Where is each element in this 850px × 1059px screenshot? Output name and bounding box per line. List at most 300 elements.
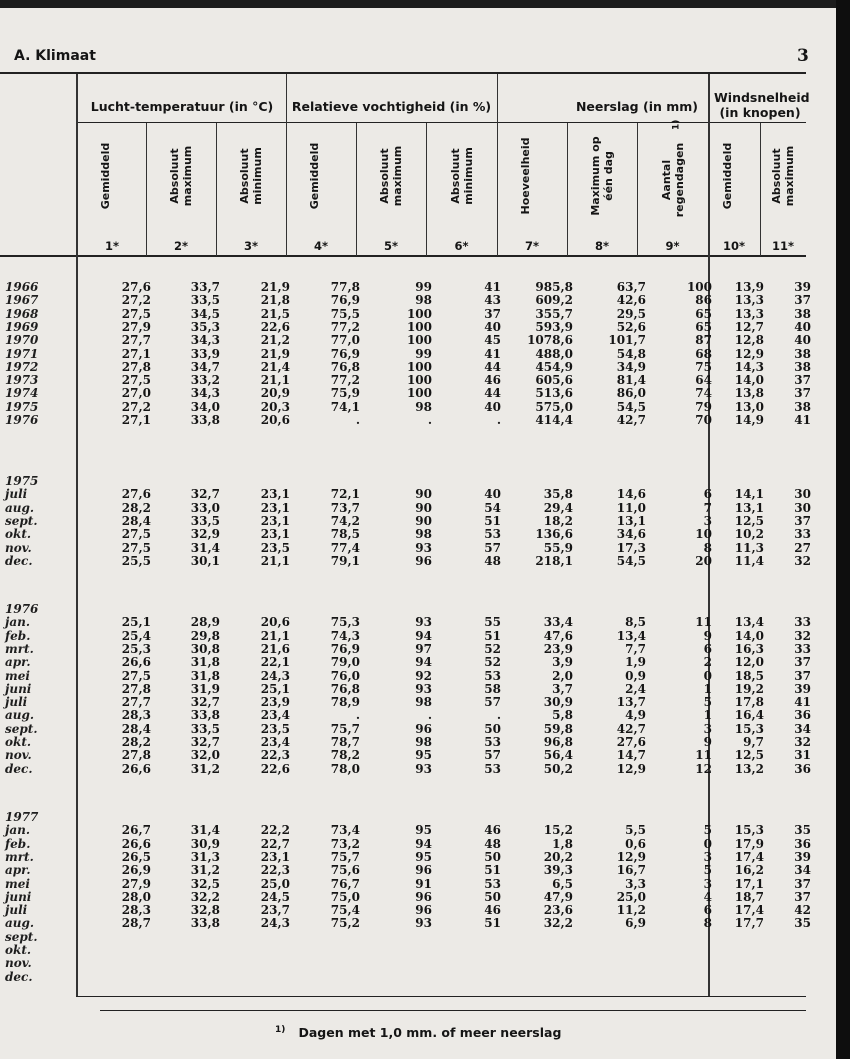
page-number: 3 <box>797 46 809 66</box>
table-cell: 2,0 <box>552 668 573 683</box>
row-label: 1976 <box>5 602 39 616</box>
table-cell: 34,3 <box>190 386 220 401</box>
table-cell: 513,6 <box>535 386 573 401</box>
table-cell: 30 <box>794 487 811 502</box>
table-cell: 26,6 <box>121 836 151 851</box>
table-cell: 93 <box>415 916 432 931</box>
column-divider <box>760 123 761 256</box>
table-cell: 0,9 <box>625 668 646 683</box>
table-cell: 23,1 <box>260 487 290 502</box>
table-cell: 26,6 <box>121 761 151 776</box>
table-cell: 0 <box>703 836 712 851</box>
table-cell: 3 <box>703 849 712 864</box>
table-cell: 52 <box>484 641 501 656</box>
table-cell: 22,6 <box>260 319 290 334</box>
table-cell: 78,5 <box>330 527 360 542</box>
group-header-humidity: Relatieve vochtigheid (in %) <box>291 99 492 114</box>
table-cell: 35 <box>794 823 811 838</box>
table-cell: 24,3 <box>260 916 290 931</box>
table-cell: 28,2 <box>121 735 151 749</box>
table-cell: 50 <box>484 721 501 736</box>
row-label: juli <box>5 695 28 710</box>
table-cell: 17,3 <box>616 540 646 555</box>
table-cell: 28,3 <box>121 903 151 918</box>
column-number: 11* <box>771 239 795 253</box>
table-cell: 17,9 <box>734 836 764 851</box>
table-cell: 20,6 <box>260 615 290 630</box>
table-cell: 28,4 <box>121 513 151 528</box>
table-cell: 73,7 <box>330 500 360 515</box>
table-cell: 35,8 <box>543 487 573 502</box>
table-cell: . <box>427 708 432 723</box>
table-cell: 33,5 <box>190 513 220 528</box>
table-cell: 1,9 <box>625 655 646 670</box>
row-label: sept. <box>5 513 38 528</box>
table-cell: 14,9 <box>734 413 764 427</box>
table-cell: 70 <box>695 413 712 427</box>
table-cell: 76,9 <box>330 641 360 656</box>
table-cell: 12,7 <box>734 319 764 334</box>
table-cell: 100 <box>406 373 432 388</box>
column-label-9 <box>659 119 686 230</box>
top-rule <box>0 72 806 74</box>
table-cell: 86,0 <box>616 386 646 401</box>
column-divider <box>356 123 357 256</box>
table-cell: 73,4 <box>330 823 360 838</box>
table-cell: 34 <box>794 863 811 878</box>
table-cell: 33,7 <box>190 280 220 294</box>
table-cell: 19,2 <box>734 681 764 696</box>
table-cell: 31,2 <box>190 863 220 878</box>
row-label: dec. <box>5 969 33 984</box>
table-cell: 218,1 <box>535 553 573 568</box>
row-label: 1967 <box>5 293 39 308</box>
table-cell: . <box>355 413 360 427</box>
table-cell: 26,7 <box>121 823 151 838</box>
table-cell: 20,9 <box>260 386 290 401</box>
table-cell: 13,0 <box>734 399 764 414</box>
table-cell: 34,5 <box>190 306 220 321</box>
table-cell: 32 <box>794 735 811 749</box>
table-cell: 50,2 <box>543 761 573 776</box>
column-divider <box>567 123 568 256</box>
group-header-wind: Windsnelheid (in knopen) <box>714 90 810 120</box>
column-label-6 <box>449 122 475 230</box>
column-label-11 <box>770 122 796 230</box>
column-label-text: Absoluut maximum <box>168 145 194 207</box>
table-cell: 27,6 <box>121 280 151 294</box>
table-cell: 90 <box>415 487 432 502</box>
group-divider <box>286 74 287 256</box>
table-cell: 17,4 <box>734 903 764 918</box>
table-cell: 101,7 <box>608 333 646 348</box>
table-cell: 30,8 <box>190 641 220 656</box>
table-cell: 31,8 <box>190 655 220 670</box>
table-cell: 37 <box>794 513 811 528</box>
table-cell: 22,3 <box>260 863 290 878</box>
table-cell: 8,5 <box>625 615 646 630</box>
table-cell: 100 <box>406 333 432 348</box>
table-cell: 32,5 <box>190 876 220 891</box>
column-label-8 <box>589 122 615 230</box>
table-cell: 31 <box>794 748 811 763</box>
table-cell: 75,6 <box>330 863 360 878</box>
table-cell: 53 <box>484 735 501 749</box>
table-cell: 44 <box>484 386 501 401</box>
row-label: jan. <box>5 823 31 838</box>
table-cell: 21,9 <box>260 346 290 361</box>
row-label: juli <box>5 487 28 502</box>
table-cell: 41 <box>484 280 501 294</box>
table-cell: 72,1 <box>330 487 360 502</box>
column-label-text: Absoluut minimum <box>238 147 264 205</box>
table-cell: 21,9 <box>260 280 290 294</box>
table-cell: 38 <box>794 359 811 374</box>
table-cell: 5 <box>703 823 712 838</box>
table-cell: 33,0 <box>190 500 220 515</box>
table-cell: 27,5 <box>121 306 151 321</box>
table-cell: 37 <box>794 655 811 670</box>
column-label-text: Aantal regendagen <box>659 142 686 218</box>
table-cell: 14,3 <box>734 359 764 374</box>
row-label: mrt. <box>5 641 34 656</box>
table-cell: 51 <box>484 916 501 931</box>
table-cell: 38 <box>794 346 811 361</box>
table-cell: 11,2 <box>616 903 646 918</box>
table-cell: 32,7 <box>190 487 220 502</box>
table-cell: 5 <box>703 695 712 710</box>
group-header-temperature: Lucht-temperatuur (in °C) <box>90 99 274 114</box>
table-cell: 21,6 <box>260 641 290 656</box>
table-cell: 38 <box>794 399 811 414</box>
table-cell: 53 <box>484 876 501 891</box>
column-number: 5* <box>383 239 398 253</box>
table-cell: 75 <box>695 359 712 374</box>
table-cell: 42 <box>794 903 811 918</box>
table-cell: 3 <box>703 721 712 736</box>
table-cell: 23,4 <box>260 735 290 749</box>
table-cell: 30 <box>794 500 811 515</box>
table-cell: 46 <box>484 823 501 838</box>
table-cell: 14,6 <box>616 487 646 502</box>
row-label: 1972 <box>5 359 39 374</box>
table-cell: 26,6 <box>121 655 151 670</box>
table-cell: 11 <box>695 748 712 763</box>
table-cell: 98 <box>415 399 432 414</box>
table-cell: 74 <box>695 386 712 401</box>
table-cell: 5 <box>703 863 712 878</box>
table-cell: 94 <box>415 836 432 851</box>
row-label: nov. <box>5 956 32 971</box>
table-cell: 26,5 <box>121 849 151 864</box>
table-cell: 13,4 <box>616 628 646 643</box>
table-cell: 28,9 <box>190 615 220 630</box>
table-cell: 21,4 <box>260 359 290 374</box>
row-label: aug. <box>5 708 35 723</box>
table-cell: 10,2 <box>734 527 764 542</box>
table-cell: 81,4 <box>616 373 646 388</box>
table-cell: 23,1 <box>260 513 290 528</box>
row-label: aug. <box>5 500 35 515</box>
table-cell: 13,7 <box>616 695 646 710</box>
table-cell: 54,8 <box>616 346 646 361</box>
table-cell: 27,6 <box>616 735 646 749</box>
table-cell: 27,5 <box>121 668 151 683</box>
table-cell: 78,9 <box>330 695 360 710</box>
table-cell: 27,2 <box>121 293 151 308</box>
row-label: 1974 <box>5 386 39 401</box>
stub-divider <box>76 74 78 996</box>
row-label: apr. <box>5 863 31 878</box>
table-cell: 32,8 <box>190 903 220 918</box>
table-cell: 27,9 <box>121 319 151 334</box>
table-cell: 16,3 <box>734 641 764 656</box>
table-cell: 23,5 <box>260 540 290 555</box>
table-cell: 12,9 <box>734 346 764 361</box>
table-cell: 75,3 <box>330 615 360 630</box>
row-label: 1976 <box>5 413 39 427</box>
table-cell: 16,7 <box>616 863 646 878</box>
table-cell: 6 <box>703 487 712 502</box>
table-cell: 29,8 <box>190 628 220 643</box>
bottom-rule <box>76 996 806 997</box>
table-cell: 25,5 <box>121 553 151 568</box>
table-cell: 12,8 <box>734 333 764 348</box>
table-cell: 33,4 <box>543 615 573 630</box>
row-label: apr. <box>5 655 31 670</box>
column-number: 8* <box>594 239 609 253</box>
table-cell: 14,0 <box>734 628 764 643</box>
table-cell: 27,8 <box>121 681 151 696</box>
table-cell: 90 <box>415 500 432 515</box>
row-label: 1969 <box>5 319 39 334</box>
table-cell: 46 <box>484 373 501 388</box>
column-label-3 <box>238 122 264 230</box>
table-cell: 21,1 <box>260 553 290 568</box>
table-cell: 13,9 <box>734 280 764 294</box>
table-cell: 45 <box>484 333 501 348</box>
table-cell: 36 <box>794 761 811 776</box>
table-cell: 94 <box>415 628 432 643</box>
table-cell: 32,7 <box>190 735 220 749</box>
table-cell: 33,8 <box>190 413 220 427</box>
table-cell: 5,8 <box>552 708 573 723</box>
table-cell: 21,5 <box>260 306 290 321</box>
table-cell: 24,5 <box>260 889 290 904</box>
table-cell: 26,9 <box>121 863 151 878</box>
footnote <box>275 1025 561 1040</box>
table-cell: 42,7 <box>616 413 646 427</box>
table-cell: 9 <box>703 628 712 643</box>
column-label-text: Gemiddeld <box>721 142 734 210</box>
table-cell: 55 <box>484 615 501 630</box>
row-label: 1973 <box>5 373 39 388</box>
table-cell: 11,4 <box>734 553 764 568</box>
table-cell: 38 <box>794 306 811 321</box>
table-cell: 27,6 <box>121 487 151 502</box>
table-cell: 32,2 <box>190 889 220 904</box>
table-cell: 31,3 <box>190 849 220 864</box>
table-cell: 25,4 <box>121 628 151 643</box>
table-cell: 57 <box>484 695 501 710</box>
table-cell: 75,7 <box>330 721 360 736</box>
table-cell: 37 <box>794 876 811 891</box>
row-label: feb. <box>5 628 31 643</box>
table-cell: 86 <box>695 293 712 308</box>
table-cell: 27 <box>794 540 811 555</box>
table-cell: 39,3 <box>543 863 573 878</box>
table-cell: 47,9 <box>543 889 573 904</box>
group-divider <box>497 74 498 256</box>
table-cell: 11,3 <box>734 540 764 555</box>
table-cell: 414,4 <box>535 413 573 427</box>
table-cell: 3,9 <box>552 655 573 670</box>
table-cell: 97 <box>415 641 432 656</box>
table-cell: 48 <box>484 553 501 568</box>
table-cell: 40 <box>484 399 501 414</box>
table-cell: 50 <box>484 849 501 864</box>
table-cell: 27,5 <box>121 540 151 555</box>
table-cell: 79 <box>695 399 712 414</box>
row-label: 1968 <box>5 306 39 321</box>
table-cell: 11 <box>695 615 712 630</box>
table-cell: 575,0 <box>535 399 573 414</box>
table-cell: 6 <box>703 641 712 656</box>
table-cell: 30,9 <box>543 695 573 710</box>
table-cell: 23,6 <box>543 903 573 918</box>
table-cell: 6,5 <box>552 876 573 891</box>
row-label: juli <box>5 903 28 918</box>
table-cell: 13,4 <box>734 615 764 630</box>
table-cell: . <box>355 708 360 723</box>
table-cell: 985,8 <box>535 280 573 294</box>
table-cell: 1,8 <box>552 836 573 851</box>
table-cell: 33,5 <box>190 721 220 736</box>
table-cell: 3 <box>703 876 712 891</box>
table-cell: 13,2 <box>734 761 764 776</box>
page-edge <box>836 0 850 1059</box>
table-cell: 33,9 <box>190 346 220 361</box>
table-cell: 6 <box>703 903 712 918</box>
row-label: nov. <box>5 540 32 555</box>
table-cell: 56,4 <box>543 748 573 763</box>
table-cell: 96 <box>415 553 432 568</box>
precipitation-label: Neerslag (in mm) <box>575 99 698 114</box>
table-cell: 96 <box>415 863 432 878</box>
table-cell: 9 <box>703 735 712 749</box>
table-cell: 17,8 <box>734 695 764 710</box>
table-cell: 41 <box>484 346 501 361</box>
table-cell: 27,2 <box>121 399 151 414</box>
table-cell: 13,1 <box>616 513 646 528</box>
table-cell: 2,4 <box>625 681 646 696</box>
table-cell: 77,0 <box>330 333 360 348</box>
row-label: okt. <box>5 735 32 749</box>
table-cell: 27,5 <box>121 527 151 542</box>
table-cell: 63,7 <box>616 280 646 294</box>
column-label-4 <box>308 122 321 230</box>
table-cell: 33 <box>794 527 811 542</box>
table-cell: 10 <box>695 527 712 542</box>
table-cell: 79,0 <box>330 655 360 670</box>
table-cell: 50 <box>484 889 501 904</box>
table-cell: 76,9 <box>330 346 360 361</box>
table-cell: 31,9 <box>190 681 220 696</box>
table-cell: 95 <box>415 748 432 763</box>
column-number: 9* <box>665 239 680 253</box>
table-cell: 8 <box>703 540 712 555</box>
table-cell: 136,6 <box>535 527 573 542</box>
table-cell: 33,5 <box>190 293 220 308</box>
table-cell: 93 <box>415 615 432 630</box>
table-cell: 17,7 <box>734 916 764 931</box>
row-label: okt. <box>5 527 32 542</box>
column-label-text: Absoluut maximum <box>770 145 796 207</box>
table-cell: 36 <box>794 836 811 851</box>
table-cell: 12,9 <box>616 761 646 776</box>
table-cell: 98 <box>415 735 432 749</box>
row-label: mei <box>5 876 30 891</box>
table-cell: 25,3 <box>121 641 151 656</box>
table-cell: 53 <box>484 668 501 683</box>
row-label: juni <box>5 889 32 904</box>
table-cell: 23,9 <box>543 641 573 656</box>
table-cell: 12,5 <box>734 513 764 528</box>
table-cell: 9,7 <box>743 735 764 749</box>
table-cell: 23,1 <box>260 849 290 864</box>
table-cell: 22,6 <box>260 761 290 776</box>
table-cell: 2 <box>703 655 712 670</box>
table-cell: 100 <box>406 359 432 374</box>
table-cell: 96 <box>415 721 432 736</box>
table-cell: 68 <box>695 346 712 361</box>
table-cell: 34,9 <box>616 359 646 374</box>
table-cell: 27,1 <box>121 413 151 427</box>
group-header-precipitation <box>499 99 706 114</box>
table-cell: 51 <box>484 513 501 528</box>
table-cell: 17,1 <box>734 876 764 891</box>
table-cell: 47,6 <box>543 628 573 643</box>
table-cell: 57 <box>484 540 501 555</box>
table-cell: 28,4 <box>121 721 151 736</box>
column-number: 3* <box>243 239 258 253</box>
table-cell: 34,7 <box>190 359 220 374</box>
table-cell: 37 <box>794 373 811 388</box>
table-cell: 3,3 <box>625 876 646 891</box>
row-label: 1977 <box>5 810 39 824</box>
table-cell: 100 <box>406 386 432 401</box>
table-cell: 55,9 <box>543 540 573 555</box>
table-cell: 0 <box>703 668 712 683</box>
column-number: 2* <box>173 239 188 253</box>
row-label: dec. <box>5 553 33 568</box>
table-cell: 77,2 <box>330 373 360 388</box>
table-cell: 12,5 <box>734 748 764 763</box>
table-cell: 44 <box>484 359 501 374</box>
table-cell: 40 <box>794 319 811 334</box>
table-cell: 12 <box>695 761 712 776</box>
table-cell: 18,2 <box>543 513 573 528</box>
statistics-page <box>0 8 836 1059</box>
table-cell: 7 <box>703 500 712 515</box>
table-cell: 64 <box>695 373 712 388</box>
table-cell: 28,0 <box>121 889 151 904</box>
table-cell: 65 <box>695 319 712 334</box>
table-cell: 7,7 <box>625 641 646 656</box>
table-cell: 79,1 <box>330 553 360 568</box>
table-cell: 355,7 <box>535 306 573 321</box>
table-cell: 75,4 <box>330 903 360 918</box>
